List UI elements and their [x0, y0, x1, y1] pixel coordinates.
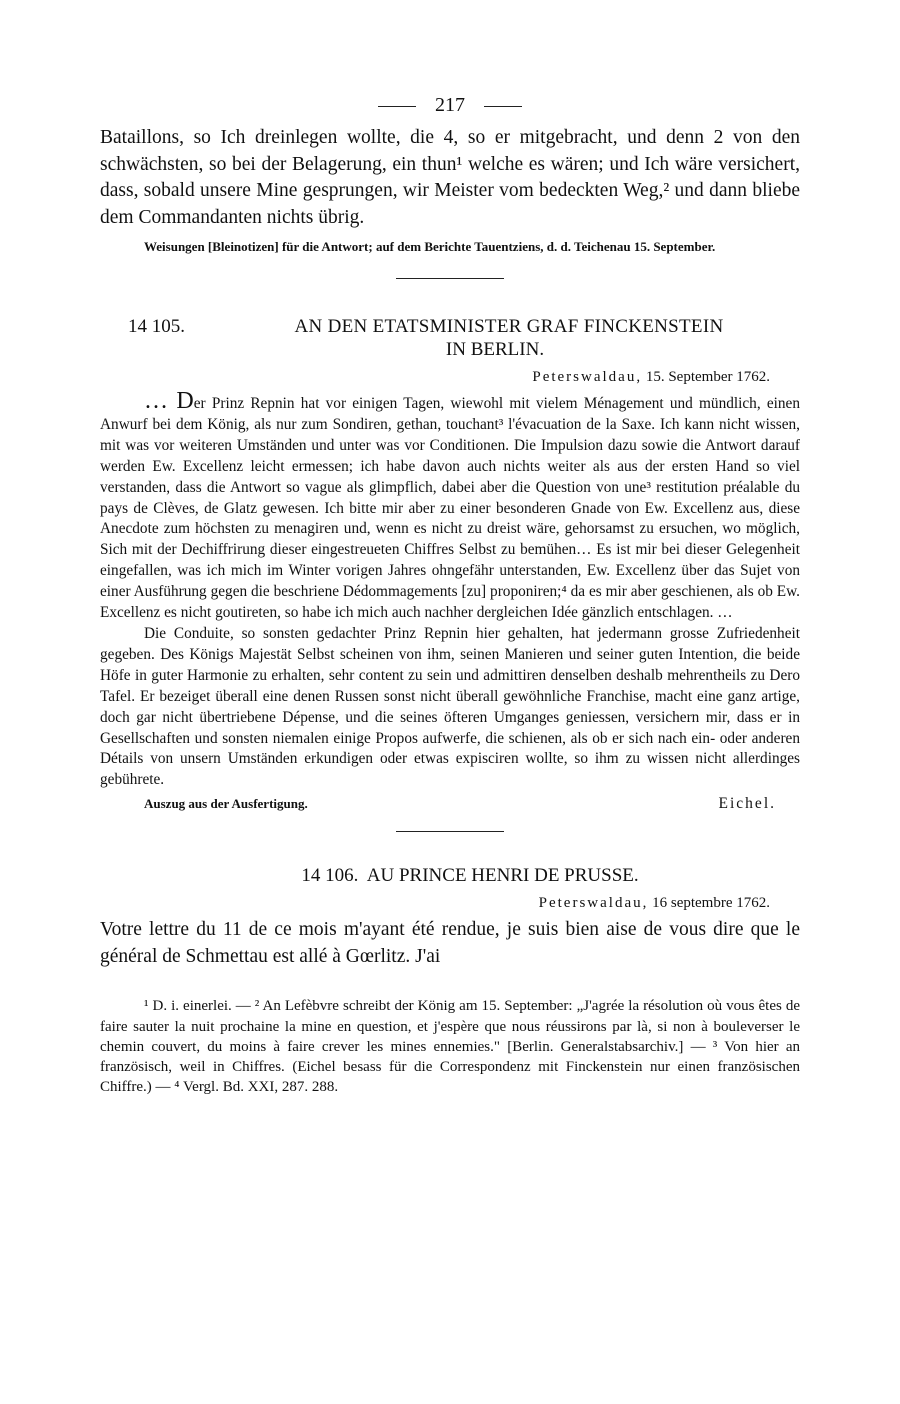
- section-divider: [396, 278, 504, 279]
- page: [100, 85, 800, 1098]
- letter-2-text: Votre lettre du 11 de ce mois m'ayant été rendue, je suis bien aise de vous dire que le général de Schmettau est allé à Gœrlitz. J'ai: [100, 919, 800, 967]
- footnotes-text: ¹ D. i. einerlei. — ² An Lefèbvre schreibt der König am 15. September: „J'agrée la résolution où vous êtes de faire sauter la nuit prochaine la mine en question, et j'espère que nous réussirons par là, si non à bouleverser le chemin couvert, du moins à faire crever les mines ennemies." [Berlin. Generalstabsarchiv.] — ³ Von hier an französisch, weil in Chiffres. (Eichel besass für die Correspondenz mit Finckenstein nur einen französischen Chiffre.) — ⁴ Vergl. Bd. XXI, 287. 288.: [100, 998, 800, 1096]
- letter-1-place: Peterswaldau,: [532, 369, 643, 385]
- letter-1-paragraph-2: Die Conduite, so sonsten gedachter Prinz Repnin hier gehalten, hat jedermann grosse Zufriedenheit gegeben. Des Königs Majestät Selbst scheinen von ihm, seinen Manieren und seiner guten Intention, die beide Höfe in guter Harmonie zu erhalten, sehr content zu sein und admittiren denselben deshalb mehrentheils zu Dero Tafel. Er bezeiget überall eine denen Russen sonst nicht überall gewöhnliche Franchise, macht eine ganz artige, doch gar nicht übertriebene Dépense, und die seines öfteren Umganges geniessen, versichern mir, dass er in Gesellschaften und sonsten niemalen einige Propos aufwerfe, die schienen, als ob er sich nach ein- oder anderen Détails von unsern Umständen erkundigen oder etwas expisciren wollte, so ihm zu wissen nicht allerdinges gebührete.: [100, 624, 800, 789]
- letter-1-source-note: Auszug aus der Ausfertigung.: [144, 796, 308, 812]
- letter-1-paragraph-1-text: er Prinz Repnin hat vor einigen Tagen, wiewohl mit vielem Ménagement und mündlich, einen Anwurf bei dem König, als nur zum Sondiren, gethan, touchant³ l'évacuation de la Saxe. Ich kann nicht wissen, mit was vor weiteren Umständen und unter was vor Conditionen. Die Impulsion dazu sowie die Antwort darauf werden Ew. Excellenz leicht ermessen; ich habe davon auch nichts weiter als aus der ersten Hand so viel verstanden, dass die Antwort so vague als glimpflich, dabei aber die Question von une³ restitution préalable du pays de Clèves, de Glatz gewesen. Ich bitte mir aber zu einer besonderen Gnade von Ew. Excellenz aus, diese Anecdote zum höchsten zu menagiren und, wenn es nicht zu dreist wäre, gehorsamst zu ersuchen, wo möglich, Sich mit der Dechiffrirung dieser eingestreueten Chiffres Selbst zu bemühen… Es ist mir bei dieser Gelegenheit eingefallen, was ich mich im Winter vorigen Jahres ohngefähr unterstanden, Ew. Excellenz über das Sujet von einer Ausführung gegen die beschriene Dédommagements [zu] proponiren;⁴ da es mir aber geschienen, als ob Ew. Excellenz es nicht goutireten, so habe ich mich auch nachher dergleichen Idée gänzlich entschlagen. …: [100, 395, 800, 622]
- letter-1-addressee: AN DEN ETATSMINISTER GRAF FINCKENSTEIN: [294, 316, 724, 337]
- letter-2-date: 16 septembre 1762.: [652, 895, 770, 912]
- letter-1-paragraph-1: [100, 388, 800, 624]
- letter-1-dateline: [100, 367, 800, 387]
- letter-1-addressee-line-2: IN BERLIN.: [445, 339, 545, 360]
- footnotes: [100, 996, 800, 1097]
- running-header: [100, 85, 800, 125]
- continuation-source-note: Weisungen [Bleinotizen] für die Antwort; auf dem Berichte Tauentziens, d. d. Teichenau 15. September.: [144, 239, 716, 254]
- letter-1-signature: Eichel.: [718, 795, 776, 813]
- page-number: 217: [435, 94, 465, 116]
- header-rule-left: [378, 106, 416, 107]
- dropcap: … D: [144, 388, 194, 414]
- header-rule-right: [484, 106, 522, 107]
- letter-1-date: 15. September 1762.: [645, 369, 770, 385]
- letter-1-number: 14 105.: [128, 316, 185, 337]
- letter-1-heading: [100, 315, 800, 361]
- letter-1-closing: [100, 795, 800, 813]
- continuation-text: Bataillons, so Ich dreinlegen wollte, die 4, so er mitgebracht, und denn 2 von den schwächsten, so bei der Belagerung, ein thun¹ welche es wären; und Ich wäre versichert, dass, sobald unsere Mine gesprungen, wir Meister vom bedeckten Weg,² und dann bliebe dem Commandanten nichts übrig.: [100, 127, 800, 228]
- letter-2-place: Peterswaldau,: [538, 895, 649, 912]
- letter-2-dateline: [100, 893, 800, 913]
- section-divider-2: [396, 831, 504, 832]
- letter-2-number: 14 106.: [301, 865, 359, 887]
- letter-2-addressee: AU PRINCE HENRI DE PRUSSE.: [366, 865, 639, 887]
- letter-2-heading: [100, 864, 800, 887]
